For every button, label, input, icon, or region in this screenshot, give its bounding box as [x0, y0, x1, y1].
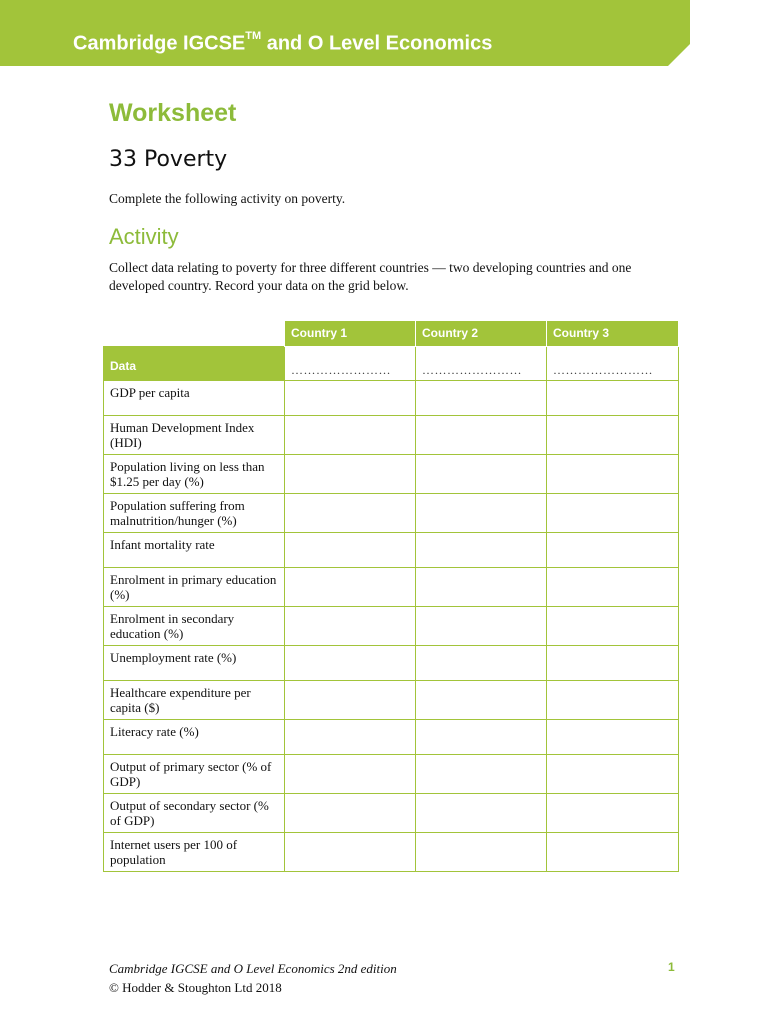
header-title — [73, 27, 492, 56]
country-1-data-cell[interactable] — [285, 494, 416, 533]
chapter-title: 33 Poverty — [109, 147, 228, 172]
country-2-data-cell[interactable] — [416, 794, 547, 833]
country-3-header: Country 3 — [547, 321, 679, 347]
header-title-prefix: Cambridge IGCSE — [73, 32, 246, 55]
intro-text: Complete the following activity on poverty. — [109, 191, 346, 206]
activity-heading: Activity — [109, 224, 179, 249]
country-1-data-cell[interactable] — [285, 755, 416, 794]
country-2-data-cell[interactable] — [416, 533, 547, 568]
country-3-data-cell[interactable] — [547, 681, 679, 720]
table-row — [104, 607, 679, 646]
country-2-data-cell[interactable] — [416, 681, 547, 720]
country-3-data-cell[interactable] — [547, 646, 679, 681]
worksheet-heading: Worksheet — [109, 99, 237, 127]
country-1-data-cell[interactable] — [285, 381, 416, 416]
country-3-data-cell[interactable] — [547, 533, 679, 568]
footer — [109, 959, 397, 997]
row-label: Output of primary sector (% of GDP) — [104, 755, 285, 794]
activity-instructions: Collect data relating to poverty for three different countries — two developing countries and one developed country. Record your data on the grid below. — [109, 260, 632, 293]
table-row — [104, 681, 679, 720]
country-1-data-cell[interactable] — [285, 568, 416, 607]
table-row — [104, 755, 679, 794]
table-row — [104, 720, 679, 755]
country-2-data-cell[interactable] — [416, 455, 547, 494]
country-2-data-cell[interactable] — [416, 416, 547, 455]
poverty-data-grid — [103, 320, 679, 872]
footer-book-title: Cambridge IGCSE and O Level Economics 2nd edition — [109, 961, 397, 976]
row-label: Output of secondary sector (% of GDP) — [104, 794, 285, 833]
data-column-header: Data — [104, 347, 285, 381]
country-3-data-cell[interactable] — [547, 381, 679, 416]
country-2-data-cell[interactable] — [416, 381, 547, 416]
row-label: Internet users per 100 of population — [104, 833, 285, 872]
country-2-data-cell[interactable] — [416, 755, 547, 794]
country-2-dotted-line: …………………… — [422, 363, 522, 377]
country-1-data-cell[interactable] — [285, 681, 416, 720]
page-number: 1 — [668, 960, 675, 974]
header-title-suffix: and O Level Economics — [261, 32, 493, 55]
country-3-name-field[interactable] — [547, 347, 679, 381]
table-row — [104, 833, 679, 872]
country-1-name-field[interactable] — [285, 347, 416, 381]
country-2-name-field[interactable] — [416, 347, 547, 381]
footer-copyright: © Hodder & Stoughton Ltd 2018 — [109, 980, 282, 995]
row-label: Literacy rate (%) — [104, 720, 285, 755]
country-3-data-cell[interactable] — [547, 494, 679, 533]
country-2-data-cell[interactable] — [416, 833, 547, 872]
country-3-data-cell[interactable] — [547, 416, 679, 455]
country-1-data-cell[interactable] — [285, 607, 416, 646]
table-row — [104, 416, 679, 455]
data-header-row — [104, 347, 679, 381]
country-2-data-cell[interactable] — [416, 568, 547, 607]
country-3-data-cell[interactable] — [547, 833, 679, 872]
country-3-data-cell[interactable] — [547, 755, 679, 794]
country-2-data-cell[interactable] — [416, 646, 547, 681]
table-row — [104, 381, 679, 416]
country-2-data-cell[interactable] — [416, 494, 547, 533]
row-label: Infant mortality rate — [104, 533, 285, 568]
table-row — [104, 568, 679, 607]
row-label: Population suffering from malnutrition/hunger (%) — [104, 494, 285, 533]
row-label: Unemployment rate (%) — [104, 646, 285, 681]
country-2-data-cell[interactable] — [416, 720, 547, 755]
table-row — [104, 794, 679, 833]
table-row — [104, 646, 679, 681]
country-3-data-cell[interactable] — [547, 607, 679, 646]
country-3-dotted-line: …………………… — [553, 363, 653, 377]
country-1-data-cell[interactable] — [285, 833, 416, 872]
country-header-row — [104, 321, 679, 347]
trademark-mark: TM — [245, 30, 262, 42]
country-3-data-cell[interactable] — [547, 455, 679, 494]
row-label: Population living on less than $1.25 per day (%) — [104, 455, 285, 494]
country-1-header: Country 1 — [285, 321, 416, 347]
header-blank-cell — [104, 321, 285, 347]
country-1-data-cell[interactable] — [285, 455, 416, 494]
row-label: Healthcare expenditure per capita ($) — [104, 681, 285, 720]
row-label: Enrolment in secondary education (%) — [104, 607, 285, 646]
row-label: Enrolment in primary education (%) — [104, 568, 285, 607]
country-3-data-cell[interactable] — [547, 794, 679, 833]
country-1-data-cell[interactable] — [285, 720, 416, 755]
country-2-data-cell[interactable] — [416, 607, 547, 646]
country-1-data-cell[interactable] — [285, 416, 416, 455]
table-row — [104, 455, 679, 494]
row-label: Human Development Index (HDI) — [104, 416, 285, 455]
country-1-data-cell[interactable] — [285, 533, 416, 568]
country-1-dotted-line: …………………… — [291, 363, 391, 377]
country-1-data-cell[interactable] — [285, 794, 416, 833]
country-1-data-cell[interactable] — [285, 646, 416, 681]
country-2-header: Country 2 — [416, 321, 547, 347]
country-3-data-cell[interactable] — [547, 720, 679, 755]
table-row — [104, 494, 679, 533]
table-row — [104, 533, 679, 568]
country-3-data-cell[interactable] — [547, 568, 679, 607]
row-label: GDP per capita — [104, 381, 285, 416]
